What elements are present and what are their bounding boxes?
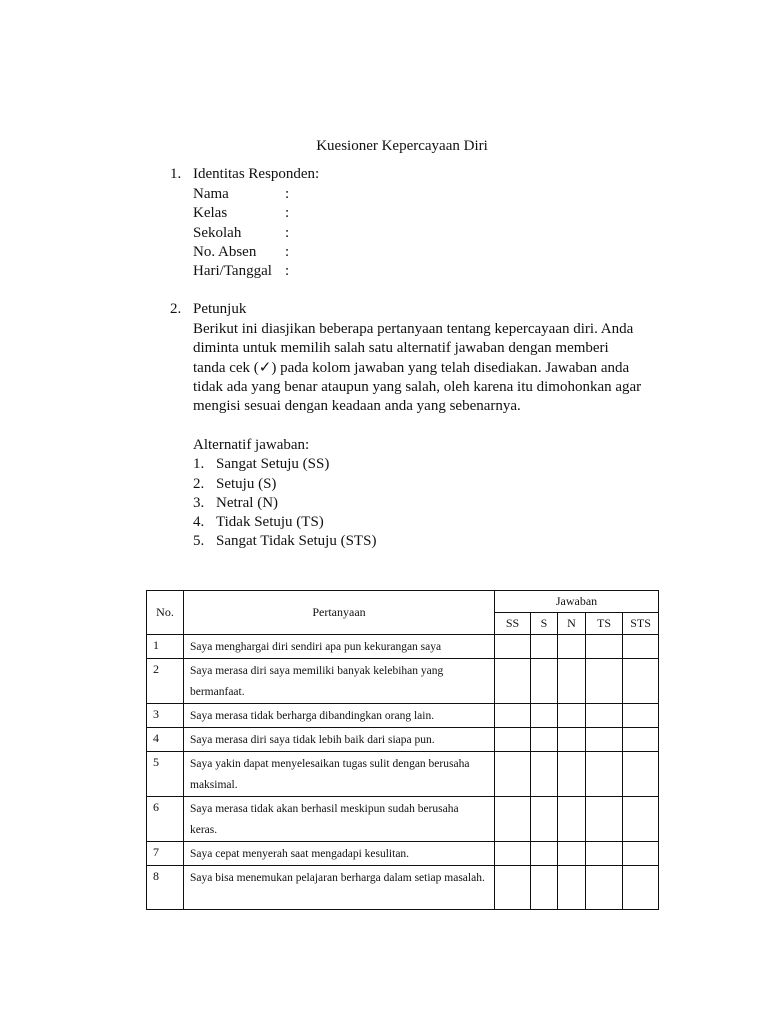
answer-col-ts: TS [586, 613, 623, 635]
alternative-number: 2. [193, 475, 205, 492]
identity-row-hari-tanggal [193, 262, 295, 281]
row-question: Saya merasa tidak berharga dibandingkan orang lain. [184, 704, 495, 728]
answer-cell-ss[interactable] [495, 728, 531, 752]
instructions-line: tidak ada yang benar ataupun yang salah, oleh karena itu dimohonkan agar [193, 378, 642, 395]
answer-cell-n[interactable] [558, 635, 586, 659]
field-label: Nama [193, 186, 229, 202]
identity-fields [193, 185, 295, 281]
alternative-label: Sangat Tidak Setuju (STS) [216, 533, 377, 550]
answer-cell-ts[interactable] [586, 866, 623, 910]
answer-cell-s[interactable] [531, 842, 558, 866]
field-label: Sekolah [193, 224, 242, 241]
row-number: 3 [147, 704, 184, 728]
row-number: 1 [147, 635, 184, 659]
field-colon: : [285, 224, 290, 241]
answer-cell-sts[interactable] [623, 842, 659, 866]
answer-cell-s[interactable] [531, 635, 558, 659]
field-label: No. Absen [193, 243, 257, 260]
alternative-item [193, 513, 376, 532]
alternatives-heading: Alternatif jawaban: [193, 437, 310, 453]
row-question: Saya menghargai diri sendiri apa pun kekurangan saya [184, 635, 495, 659]
answer-cell-ss[interactable] [495, 842, 531, 866]
identity-row-sekolah [193, 224, 295, 243]
instructions-heading: Petunjuk [193, 301, 247, 317]
section-number-instructions: 2. [170, 301, 182, 317]
identity-row-kelas [193, 204, 295, 223]
column-header-no: No. [147, 591, 184, 635]
row-question: Saya merasa tidak akan berhasil meskipun sudah berusaha keras. [184, 797, 495, 842]
column-header-answer: Jawaban [495, 591, 659, 613]
answer-cell-n[interactable] [558, 842, 586, 866]
answer-cell-sts[interactable] [623, 866, 659, 910]
alternative-item [193, 532, 376, 551]
instructions-line: mengisi sesuai dengan keadaan anda yang sebenarnya. [193, 398, 521, 415]
answer-cell-ss[interactable] [495, 866, 531, 910]
alternative-label: Setuju (S) [216, 475, 277, 492]
alternative-number: 5. [193, 533, 205, 550]
column-header-question: Pertanyaan [184, 591, 495, 635]
answer-cell-ts[interactable] [586, 842, 623, 866]
table-row [147, 728, 659, 752]
answer-cell-s[interactable] [531, 704, 558, 728]
identity-row-nama [193, 185, 295, 204]
row-question: Saya merasa diri saya tidak lebih baik dari siapa pun. [184, 728, 495, 752]
instructions-line: diminta untuk memilih salah satu alternatif jawaban dengan memberi [193, 340, 609, 357]
answer-cell-sts[interactable] [623, 752, 659, 797]
row-question: Saya bisa menemukan pelajaran berharga dalam setiap masalah. [184, 866, 495, 910]
answer-col-s: S [531, 613, 558, 635]
answer-cell-ss[interactable] [495, 797, 531, 842]
answer-col-n: N [558, 613, 586, 635]
field-label: Hari/Tanggal [193, 263, 272, 280]
table-row [147, 842, 659, 866]
field-colon: : [285, 186, 290, 202]
answer-col-sts: STS [623, 613, 659, 635]
table-row [147, 797, 659, 842]
field-colon: : [285, 243, 290, 260]
field-colon: : [285, 263, 290, 280]
alternative-item [193, 475, 376, 494]
answer-cell-ts[interactable] [586, 797, 623, 842]
answer-cell-ts[interactable] [586, 704, 623, 728]
answer-cell-n[interactable] [558, 704, 586, 728]
alternative-label: Tidak Setuju (TS) [216, 514, 324, 531]
answer-cell-sts[interactable] [623, 659, 659, 704]
answer-cell-n[interactable] [558, 752, 586, 797]
table-row [147, 704, 659, 728]
answer-cell-ss[interactable] [495, 704, 531, 728]
answer-cell-n[interactable] [558, 728, 586, 752]
answer-cell-s[interactable] [531, 866, 558, 910]
row-question: Saya yakin dapat menyelesaikan tugas sulit dengan berusaha maksimal. [184, 752, 495, 797]
row-number: 7 [147, 842, 184, 866]
answer-alternatives [193, 436, 376, 552]
answer-cell-s[interactable] [531, 797, 558, 842]
field-colon: : [285, 205, 290, 222]
table-row [147, 635, 659, 659]
identity-heading: Identitas Responden: [193, 166, 320, 182]
instructions-line: Berikut ini diasjikan beberapa pertanyaan tentang kepercayaan diri. Anda [193, 321, 634, 337]
table-row [147, 866, 659, 910]
answer-cell-ts[interactable] [586, 659, 623, 704]
row-number: 2 [147, 659, 184, 704]
answer-cell-sts[interactable] [623, 797, 659, 842]
section-number-identity: 1. [170, 166, 182, 182]
page-title: Kuesioner Kepercayaan Diri [316, 138, 488, 154]
answer-cell-ss[interactable] [495, 635, 531, 659]
alternative-number: 3. [193, 494, 205, 511]
alternative-label: Netral (N) [216, 494, 279, 511]
answer-cell-sts[interactable] [623, 704, 659, 728]
instructions-line: tanda cek (✓) pada kolom jawaban yang telah disediakan. Jawaban anda [193, 359, 630, 376]
identity-row-no-absen [193, 243, 295, 262]
answer-col-ss: SS [495, 613, 531, 635]
alternative-label: Sangat Setuju (SS) [216, 456, 330, 473]
alternative-item [193, 455, 376, 474]
answer-cell-n[interactable] [558, 866, 586, 910]
alternative-item [193, 494, 376, 513]
answer-cell-s[interactable] [531, 659, 558, 704]
row-question: Saya cepat menyerah saat mengadapi kesulitan. [184, 842, 495, 866]
answer-cell-ss[interactable] [495, 752, 531, 797]
row-number: 8 [147, 866, 184, 910]
answer-cell-n[interactable] [558, 797, 586, 842]
answer-cell-s[interactable] [531, 728, 558, 752]
answer-cell-ts[interactable] [586, 728, 623, 752]
answer-cell-sts[interactable] [623, 728, 659, 752]
answer-cell-sts[interactable] [623, 635, 659, 659]
answer-cell-n[interactable] [558, 659, 586, 704]
instructions-paragraph [193, 320, 658, 416]
answer-cell-ts[interactable] [586, 752, 623, 797]
answer-cell-ss[interactable] [495, 659, 531, 704]
row-question: Saya merasa diri saya memiliki banyak kelebihan yang bermanfaat. [184, 659, 495, 704]
alternative-number: 1. [193, 456, 205, 473]
table-row [147, 752, 659, 797]
questionnaire-table [146, 590, 659, 910]
answer-cell-s[interactable] [531, 752, 558, 797]
alternative-number: 4. [193, 514, 205, 531]
row-number: 4 [147, 728, 184, 752]
answer-cell-ts[interactable] [586, 635, 623, 659]
row-number: 5 [147, 752, 184, 797]
field-label: Kelas [193, 205, 228, 222]
table-row [147, 659, 659, 704]
row-number: 6 [147, 797, 184, 842]
